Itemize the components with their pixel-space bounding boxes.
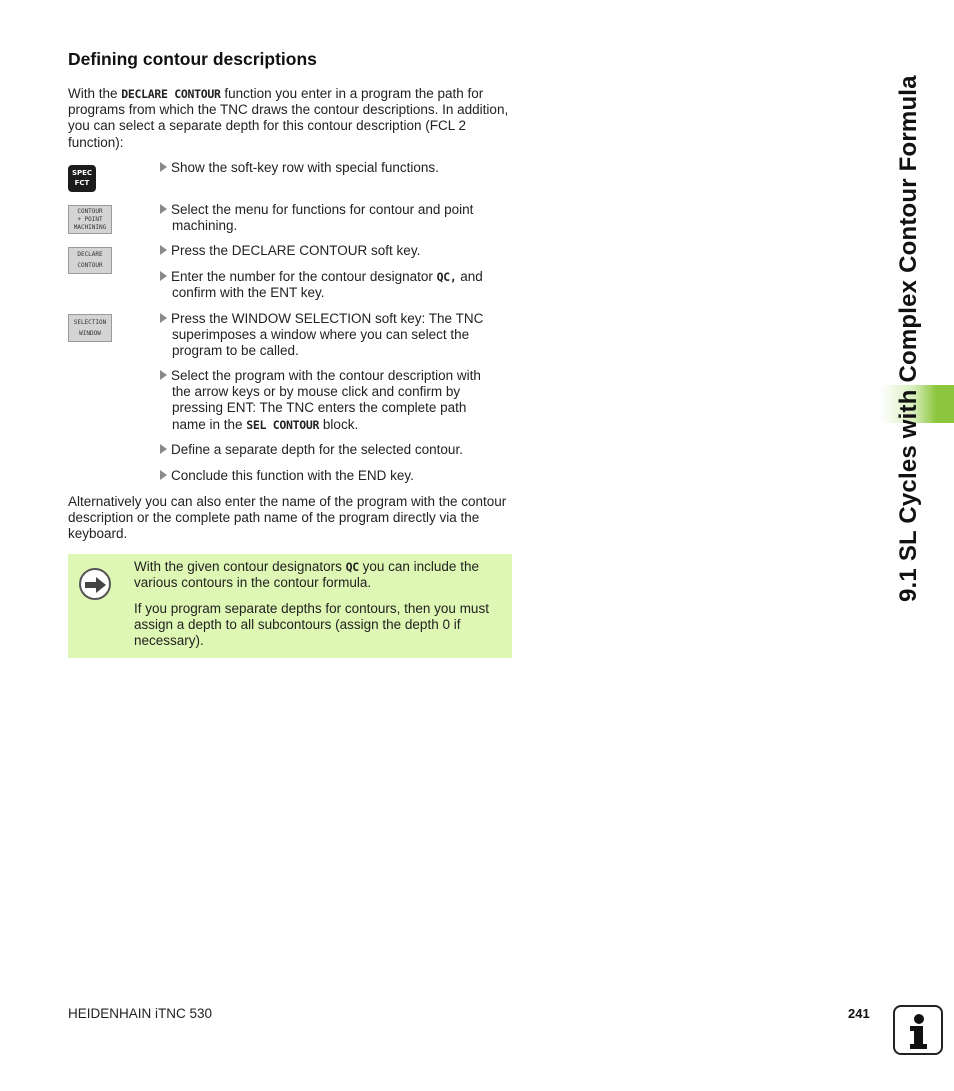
step-item: [160, 368, 512, 433]
step-text: Press the WINDOW SELECTION soft key: The TNC: [171, 311, 484, 326]
softkey-label: MACHINING: [73, 223, 107, 231]
bullet-arrow-icon: [160, 271, 167, 281]
step-text: confirm with the ENT key.: [172, 285, 325, 301]
step-text: the arrow keys or by mouse click and confirm by: [172, 384, 461, 400]
softkey-label: WINDOW: [79, 329, 101, 337]
step-item: [160, 202, 512, 234]
declare-contour-softkey: [68, 247, 112, 274]
bullet-arrow-icon: [160, 370, 167, 380]
selection-window-softkey: [68, 314, 112, 342]
softkey-label: DECLARE: [77, 251, 103, 258]
alternative-paragraph: Alternatively you can also enter the name of the program with the contour description or the complete path name of the program directly via the keyboard.: [68, 494, 507, 542]
step-text: and: [456, 269, 483, 284]
intro-code: DECLARE CONTOUR: [121, 87, 221, 101]
step-text: Conclude this function with the END key.: [171, 468, 414, 483]
step-text: superimposes a window where you can select the: [172, 327, 470, 343]
spec-fct-key: [68, 165, 96, 192]
bullet-arrow-icon: [160, 470, 167, 480]
key-label: SPEC: [71, 169, 93, 177]
softkey-label: SELECTION: [73, 318, 107, 326]
section-heading: Defining contour descriptions: [68, 49, 317, 69]
page-number: 241: [848, 1006, 870, 1021]
info-icon: [893, 1005, 943, 1055]
bullet-arrow-icon: [160, 313, 167, 323]
bullet-arrow-icon: [160, 162, 167, 172]
step-text: Define a separate depth for the selected contour.: [171, 442, 463, 457]
step-item: [160, 468, 512, 484]
step-item: [160, 442, 512, 458]
step-item: [160, 243, 512, 259]
step-item: [160, 311, 512, 360]
step-text: Select the program with the contour description with: [171, 368, 481, 383]
note-box: [68, 554, 512, 658]
contour-point-machining-softkey: [68, 205, 112, 234]
note-paragraph: If you program separate depths for contours, then you must assign a depth to all subcontours (assign the depth 0 if necessary).: [134, 601, 489, 649]
softkey-label: + POINT: [77, 215, 103, 223]
step-item: [160, 160, 512, 176]
note-code: QC: [345, 560, 359, 574]
step-code: QC,: [436, 270, 457, 284]
note-text: you can include the various contours in the contour formula.: [134, 559, 479, 591]
step-text: Press the DECLARE CONTOUR soft key.: [171, 243, 421, 258]
footer-product: HEIDENHAIN iTNC 530: [68, 1006, 213, 1021]
step-code: SEL CONTOUR: [246, 417, 320, 432]
step-text: block.: [319, 416, 359, 432]
intro-text-post: function you enter in a program the path for programs from which the TNC draws the contour descriptions. In addition, you can select a separate depth for this contour description (FCL 2 function):: [68, 86, 509, 150]
step-text: pressing ENT: The TNC enters the complete path: [172, 400, 467, 416]
step-text: machining.: [172, 218, 238, 234]
key-label: FCT: [74, 179, 90, 187]
bullet-arrow-icon: [160, 444, 167, 454]
arrow-right-icon: [79, 568, 111, 600]
step-text: Enter the number for the contour designator: [171, 269, 437, 284]
step-text: Select the menu for functions for contour and point: [171, 202, 474, 217]
note-text: With the given contour designators: [134, 559, 346, 574]
intro-paragraph: [68, 86, 513, 151]
chapter-side-title: 9.1 SL Cycles with Complex Contour Formula: [895, 75, 922, 602]
bullet-arrow-icon: [160, 245, 167, 255]
softkey-label: CONTOUR: [77, 262, 103, 269]
softkey-label: CONTOUR: [77, 207, 103, 215]
intro-text-pre: With the: [68, 86, 122, 101]
bullet-arrow-icon: [160, 204, 167, 214]
step-item: [160, 269, 512, 301]
step-text: program to be called.: [172, 343, 299, 359]
step-text: Show the soft-key row with special functions.: [171, 160, 439, 175]
note-paragraph: [134, 559, 504, 591]
step-text: name in the: [172, 416, 247, 432]
